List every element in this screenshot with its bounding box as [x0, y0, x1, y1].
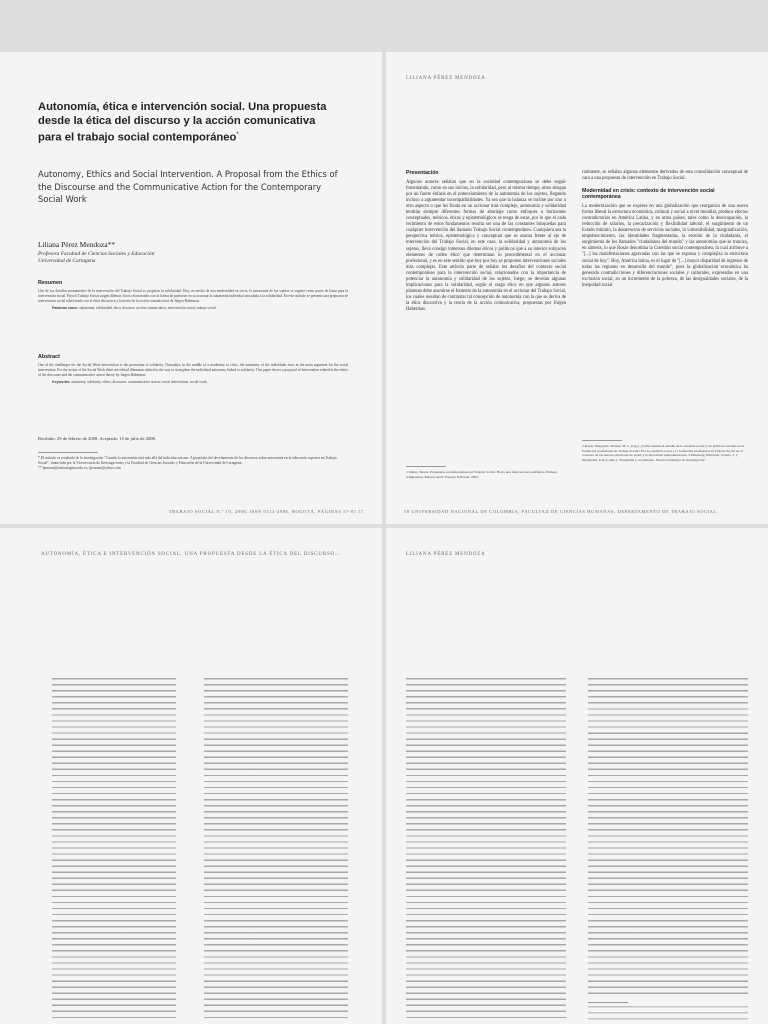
column-2-footnotes: 2 Rosas, Margarita. Molina, M. L. (org.). ¿Cómo asumir el estudio de la cuestión social y las políticas sociales en la formación profesional de Trabajo Social? En: La cuestión social y la formación profesional en Trabajo Social en el contexto de las nuevas relaciones de poder y la diversidad latinoamericana. 3 Kliksberg, Bernardo. Cepalo, J. y Netanyahu, Iván (comp.). "Inequidad y crecimiento. Nuevos hallazgos de investigación". — [582, 444, 745, 462]
article-title: Autonomía, ética e intervención social. Una propuesta desde la ética del discurso y la acción comunicativa para el trabajo social contemporáneo* — [38, 101, 327, 144]
palabras-clave: Palabras clave: autonomía, solidaridad, ética, discurso, acción comunicativa, intervención social, trabajo social. — [52, 306, 217, 311]
article-title-english: Autonomy, Ethics and Social Intervention. A Proposal from the Ethics of the Discourse and the Communicative Action for the Contemporary Social Work — [38, 169, 338, 204]
resumen-text: Uno de los desafíos permanentes de la intervención del Trabajo Social es propiciar la solidaridad. Hoy, en medio de una modernidad en crisis, la autonomía de los sujetos se sugiere como punto de lanza para la intervención social. Para el Trabajo Social surgen dilemas éticos relacionados con la forma de potenciar en su accionar la autonomía individual articulada a la solidaridad. En este artículo se presenta una propuesta de intervención social relacionada con la ética discursiva y la teoría de la acción comunicativa de Jürgen Habermas. — [38, 289, 348, 304]
page-58 — [386, 52, 768, 524]
modernidad-text: La modernización que se expresa en una globalización que reorganiza de una nueva forma liberal la estructura económica, cultural y social a nivel mundial, produce efectos contradictorios en América Latina, y en otros países, tales como la desocupación, la reducción de salarios, la precarización y flexibilidad laboral, el surgimiento de un Estado mínimo, la desatención de servicios sociales, la vulnerabilidad, marginalización, empobrecimiento, las identidades fragmentadas, la erosión de la ciudadanía, el surgimiento de los llamados "ciudadanos del mundo" y las autonomías que se truncan, en síntesis, lo que Rosas denomina la Cuestión social contemporánea, la cual atribuye a "[...] las manifestaciones agravadas con las que se expresa y complejiza la estructura social de hoy". Hoy, América latina, es el lugar de "[...] mayor disparidad de ingresos de todas las regiones en desarrollo del mundo", pues la globalización económica ha generado contradicciones y diferenciaciones sociales y culturales, expresadas en una exclusión social, en un incremento de la pobreza, de las desigualdades sociales, de la inequidad social — [582, 204, 748, 288]
footnote-lines — [588, 1006, 748, 1020]
running-head: LILIANA PÉREZ MENDOZA — [406, 552, 486, 557]
presentacion-text: Algunos autores señalan que en la sociedad contemporánea se debe seguir fomentando, como en sus inicios, la solidaridad, pero al mismo tiempo, otros abogan por un fuerte énfasis en el potenciamiento de la autonomía de los sujetos, llegando incluso a argumentar incompatibilidades. Ya sea que la balanza se incline por uno u otro aspecto o que los funda en un accionar más complejo, autonomía y solidaridad tendrán siempre diferentes formas de abordaje como enfoques u horizontes conceptuales, teóricos, éticos y epistemológicos se tenga de estas, por lo que el cada recimiento de estos fundamentos resulta ser una de las constantes búsquedas para cualquier intervención del llamado Trabajo Social contemporáneo. Cualquiera sea la perspectiva teórica, epistemológica y conceptual que se asuma frente al eje de intervención del Trabajo Social, en este caso, la solidaridad y autonomía de los sujetos, lleva consigo inmersos dilemas éticos y políticos que a su interior subyacen elementos de orden ético que determinan lo procedimental en el accionar profesional, y es en este sentido que hoy por hoy se proponen intervenciones sociales más complejas. Este artículo parte de señalar los desafíos del contexto social contemporáneo para la intervención social, relacionados con la importancia de potenciar la autonomía y solidaridad de los sujetos, luego, se develan algunas implicaciones para la solidaridad, según el rasgo ético en que algunos autores plantean debe asumirse el fomento de la autonomía en el accionar del Trabajo Social, los cuales resultan de contrastar tal concepción de autonomía con la que se deriva de la ética discursiva y la teoría de la acción comunicativa, propuestas por Jürgen Habermas. — [406, 180, 566, 312]
column-1-footnote: 1 Matus, Teresa. Propuestas contemporáneas del Trabajo Social. Hacia una intervención polifónica. Primera reimpresión. Buenos Aires: Espacio Editorial, 2002. — [406, 470, 558, 479]
abstract-heading: Abstract — [38, 354, 60, 360]
column-2 — [582, 170, 748, 289]
footnote-rule — [588, 1002, 628, 1003]
footnotes: * El artículo es resultado de la investigación "Cuando la autonomía está más allá del individuo mismo. A propósito del develamiento de los discursos sobre autonomía en la educación superior en Trabajo Social", financiada por la Vicerrectoría de Investigaciones y la Facultad de Ciencias Sociales y Educación de la Universidad de Cartagena. ** lperezm@unicartagena.edu.co, lperezm@yahoo.com — [38, 456, 337, 470]
column-1-text-lines — [406, 678, 566, 1018]
resumen-heading: Resumen — [38, 280, 63, 286]
received-dates: Recibido: 29 de febrero de 2008. Aceptado: 15 de julio de 2008. — [38, 436, 157, 441]
page-footer: TRABAJO SOCIAL N.º 10, 2008, ISSN 0123-4986, BOGOTÁ, PÁGINAS 57-81 57 — [168, 509, 364, 514]
title-footnote-marker: * — [236, 132, 239, 138]
column-2-intro: rialmente, se señalan algunos elementos derivados de esta consolidación conceptual de cara a una propuesta de intervención en Trabajo Social. — [582, 170, 748, 182]
footnote-rule — [38, 452, 98, 453]
footnote-rule-2 — [582, 440, 622, 441]
abstract-text: One of the challenges for the Social Work intervention is the promotion of solidarity. Nowadays, in the middle of a modernity in crisis, the autonomy of the individuals rises as the main argument for the social intervention. For the action of the Social Work there are ethical dilemmas related to the way to strengthen the individual autonomy linked to solidarity. This paper shows a proposal of intervention related to the ethics of the discourse and the communicative action theory by Jürgen Habermas. — [38, 363, 348, 378]
author-affiliation: Profesora Facultad de Ciencias Sociales y Educación Universidad de Cartagena — [38, 251, 155, 264]
page-57 — [0, 52, 382, 524]
column-1-text-lines — [52, 678, 176, 1018]
page-footer: 58 UNIVERSIDAD NACIONAL DE COLOMBIA, FACULTAD DE CIENCIAS HUMANAS, DEPARTAMENTO DE TRABAJO SOCIAL — [404, 509, 717, 514]
page-59 — [0, 528, 382, 1024]
presentacion-heading: Presentación — [406, 170, 439, 176]
column-2-text-lines — [204, 678, 348, 1018]
keywords: Keywords: autonomy, solidarity, ethics, discourse, communicative action, social intervention, social work. — [52, 380, 208, 385]
resumen-section — [38, 280, 348, 311]
author-name: Liliana Pérez Mendoza** — [38, 240, 116, 249]
column-1 — [406, 170, 566, 313]
modernidad-heading: Modernidad en crisis: contexto de intervención social contemporánea — [582, 188, 715, 201]
abstract-section — [38, 354, 348, 385]
column-2-text-lines — [588, 678, 748, 996]
page-60 — [386, 528, 768, 1024]
footnote-rule — [406, 466, 446, 467]
running-head: AUTONOMÍA, ÉTICA E INTERVENCIÓN SOCIAL. UNA PROPUESTA DESDE LA ÉTICA DEL DISCURSO... — [40, 552, 341, 557]
running-head: LILIANA PÉREZ MENDOZA — [406, 76, 486, 81]
